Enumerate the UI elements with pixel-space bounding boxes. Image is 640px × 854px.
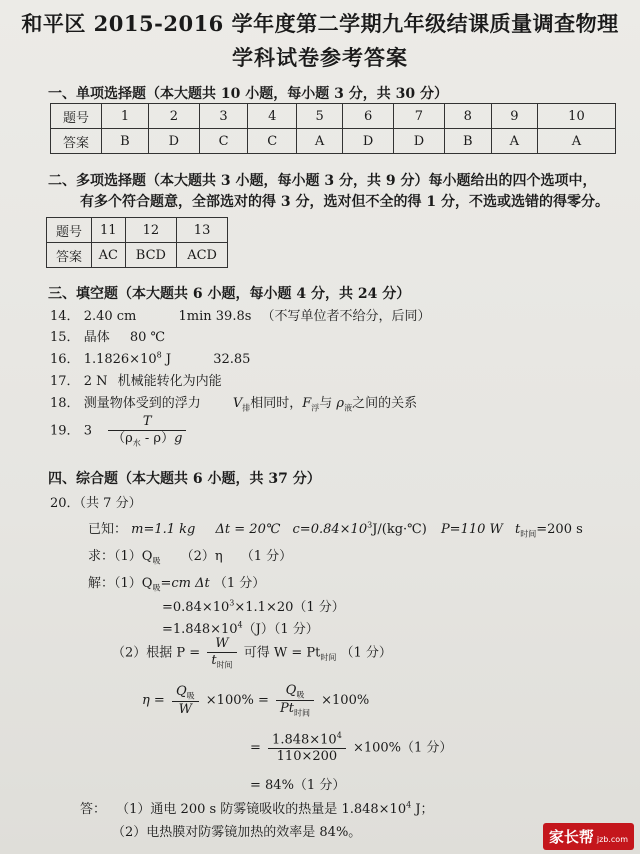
unit-text: J； <box>411 802 434 817</box>
solution-line3 <box>162 618 319 637</box>
fraction <box>207 636 236 670</box>
exponent: 4 <box>406 800 412 810</box>
fraction <box>268 731 346 765</box>
subscript: 水 <box>132 438 141 448</box>
value-text: （2）η <box>180 549 223 564</box>
solution-line2 <box>162 596 345 615</box>
answer-cell: B <box>444 129 491 154</box>
answer-q18 <box>50 392 417 414</box>
subscript: 时间 <box>320 652 337 662</box>
subscript: 吸 <box>152 556 161 566</box>
fraction <box>172 684 199 718</box>
seek-line <box>88 545 292 567</box>
answer-cell: BCD <box>125 243 177 268</box>
unit-text: J/(kg·℃) <box>372 522 427 537</box>
subscript: 吸 <box>186 691 195 701</box>
exponent: 4 <box>237 620 243 630</box>
answer-text: 之间的关系 <box>352 396 418 411</box>
watermark-text: 家长帮 <box>548 828 594 846</box>
site-watermark-logo <box>543 823 634 850</box>
page-subtitle: 学科试卷参考答案 <box>232 45 408 70</box>
value-text: m=1.1 kg <box>131 522 196 537</box>
answer-line2: （2）电热膜对防雾镜加热的效率是 84%。 <box>112 825 362 840</box>
section1-heading: 一、单项选择题（本大题共 10 小题，每小题 3 分，共 30 分） <box>48 86 448 102</box>
question-number-cell: 7 <box>394 104 445 129</box>
fraction <box>276 683 314 718</box>
formula-text: ×100% = <box>205 693 269 709</box>
question-number: 17． <box>50 374 80 389</box>
unit-text: J <box>161 352 172 367</box>
question-number-cell: 8 <box>444 104 491 129</box>
denominator-part: - ρ） <box>140 430 175 446</box>
value-text: =200 s <box>536 522 583 537</box>
table-row-label: 答案 <box>51 129 102 154</box>
points-text: （1 分） <box>240 549 293 564</box>
question-number: 14． <box>50 309 80 324</box>
answer-cell: AC <box>92 243 126 268</box>
label-text: 解：（1）Q <box>88 576 153 591</box>
formula-text: （2）根据 P = <box>112 645 201 661</box>
answer-text: 与 <box>319 396 337 411</box>
question-number: 16． <box>50 352 80 367</box>
subscript: 液 <box>344 403 353 413</box>
solution-part2 <box>112 636 392 670</box>
efficiency-result: = 84%（1 分） <box>250 778 346 793</box>
answer-cell: ACD <box>177 243 228 268</box>
table-row-label: 题号 <box>47 218 92 243</box>
question-number-cell: 5 <box>297 104 343 129</box>
multi-choice-table <box>46 217 228 268</box>
efficiency-calculation <box>250 731 452 765</box>
numerator: W <box>215 636 229 651</box>
numerator: 1.848×10 <box>272 732 337 748</box>
answer-q17 <box>50 370 222 389</box>
table-row-label: 答案 <box>47 243 92 268</box>
answer-text: （1）通电 200 s 防雾镜吸收的热量是 1.848×10 <box>116 802 407 817</box>
answer-q15 <box>50 326 165 345</box>
answer-text: 3 <box>83 423 92 439</box>
watermark-domain: jzb.com <box>596 835 628 844</box>
question-number: 15． <box>50 330 80 345</box>
formula-text: =cm Δt <box>160 576 210 591</box>
table-row-label: 题号 <box>51 104 102 129</box>
question-number-cell: 12 <box>125 218 177 243</box>
question-number-cell: 11 <box>92 218 126 243</box>
formula-text: = <box>250 740 261 756</box>
symbol-rho: ρ <box>336 396 345 411</box>
formula-text: 可得 W = Pt <box>243 645 321 661</box>
denominator: t <box>211 652 217 668</box>
answer-line1 <box>80 798 434 817</box>
answer-cell: D <box>343 129 394 154</box>
section2-heading-line2: 有多个符合题意，全部选对的得 3 分，选对但不全的得 1 分，不选或选错的得零分。 <box>80 194 609 210</box>
question-number-cell: 6 <box>343 104 394 129</box>
subscript: 时间 <box>216 660 233 670</box>
answer-q14 <box>50 305 431 324</box>
subscript: 吸 <box>152 583 161 593</box>
answer-cell: A <box>297 129 343 154</box>
q20-heading: 20．（共 7 分） <box>50 496 142 511</box>
efficiency-formula <box>142 683 369 718</box>
answer-text: 1.1826×10 <box>83 352 157 367</box>
subscript: 时间 <box>294 708 310 718</box>
exponent: 4 <box>336 731 342 740</box>
exponent: 8 <box>156 350 162 360</box>
denominator-part: （ρ <box>112 430 133 446</box>
answer-cell: D <box>148 129 199 154</box>
value-text: Δt = 20℃ <box>215 522 281 537</box>
formula-text: =1.848×10 <box>162 622 238 637</box>
answer-text: 机械能转化为内能 <box>117 374 222 389</box>
known-values <box>88 518 583 540</box>
answer-text: 测量物体受到的浮力 <box>83 396 201 411</box>
answer-cell: A <box>491 129 537 154</box>
formula-text: ×1.1×20（1 分） <box>234 600 345 615</box>
answer-cell: C <box>248 129 297 154</box>
answer-text: 晶体 <box>83 330 110 345</box>
question-number-cell: 3 <box>199 104 248 129</box>
exponent: 3 <box>367 520 373 530</box>
symbol-f: F <box>302 396 312 411</box>
question-number: 18． <box>50 396 80 411</box>
subscript: 浮 <box>311 403 320 413</box>
label-text: 求：（1）Q <box>88 549 153 564</box>
label-text: 答： <box>80 802 107 817</box>
denominator: W <box>178 701 192 717</box>
numerator: Q <box>175 683 187 699</box>
points-text: （1 分） <box>340 645 392 661</box>
answer-text: 32.85 <box>213 352 251 367</box>
question-number-cell: 10 <box>537 104 615 129</box>
answer-q16 <box>50 348 250 367</box>
numerator: T <box>142 414 152 429</box>
question-number-cell: 9 <box>491 104 537 129</box>
answer-cell: A <box>537 129 615 154</box>
answer-text: 2 N <box>83 374 108 389</box>
answer-text: 80 ℃ <box>129 330 166 345</box>
formula-text: ×100% <box>321 693 370 709</box>
note-text: （不写单位者不给分，后同） <box>261 309 431 324</box>
answer-text: 1min 39.8s <box>178 309 252 324</box>
answer-cell: B <box>102 129 149 154</box>
numerator: Q <box>285 683 297 698</box>
section3-heading: 三、填空题（本大题共 6 小题，每小题 4 分，共 24 分） <box>48 286 411 302</box>
section2-heading-line1: 二、多项选择题（本大题共 3 小题，每小题 3 分，共 9 分）每小题给出的四个选项中， <box>48 173 597 189</box>
fraction <box>108 414 186 448</box>
formula-text: （J）（1 分） <box>242 622 319 637</box>
symbol-v: V <box>232 396 243 411</box>
question-number-cell: 1 <box>102 104 149 129</box>
value-text: P=110 W <box>440 522 503 537</box>
label-text: 已知： <box>88 522 128 537</box>
denominator: Pt <box>280 701 294 717</box>
formula-text: η = <box>142 693 165 709</box>
subscript: 吸 <box>296 690 305 700</box>
value-text: c=0.84×10 <box>292 522 368 537</box>
answer-text: 相同时， <box>250 396 303 411</box>
subscript: 排 <box>242 403 251 413</box>
subscript: 时间 <box>520 529 537 539</box>
points-text: （1 分） <box>213 576 266 591</box>
answer-cell: C <box>199 129 248 154</box>
solution-line1 <box>88 572 265 594</box>
denominator: 110×200 <box>276 748 338 764</box>
question-number-cell: 4 <box>248 104 297 129</box>
answer-cell: D <box>394 129 445 154</box>
page-title: 和平区 2015-2016 学年度第二学期九年级结课质量调查物理 <box>21 11 619 36</box>
denominator-part: g <box>174 430 183 446</box>
value-text: t <box>515 522 521 537</box>
answer-q19 <box>50 414 189 448</box>
single-choice-table <box>50 103 616 154</box>
formula-text: =0.84×10 <box>162 600 230 615</box>
exponent: 3 <box>229 598 235 608</box>
section4-heading: 四、综合题（本大题共 6 小题，共 37 分） <box>48 471 321 487</box>
question-number-cell: 2 <box>148 104 199 129</box>
answer-text: 2.40 cm <box>83 309 137 324</box>
formula-text: ×100%（1 分） <box>352 740 453 756</box>
question-number-cell: 13 <box>177 218 228 243</box>
question-number: 19． <box>50 423 80 439</box>
